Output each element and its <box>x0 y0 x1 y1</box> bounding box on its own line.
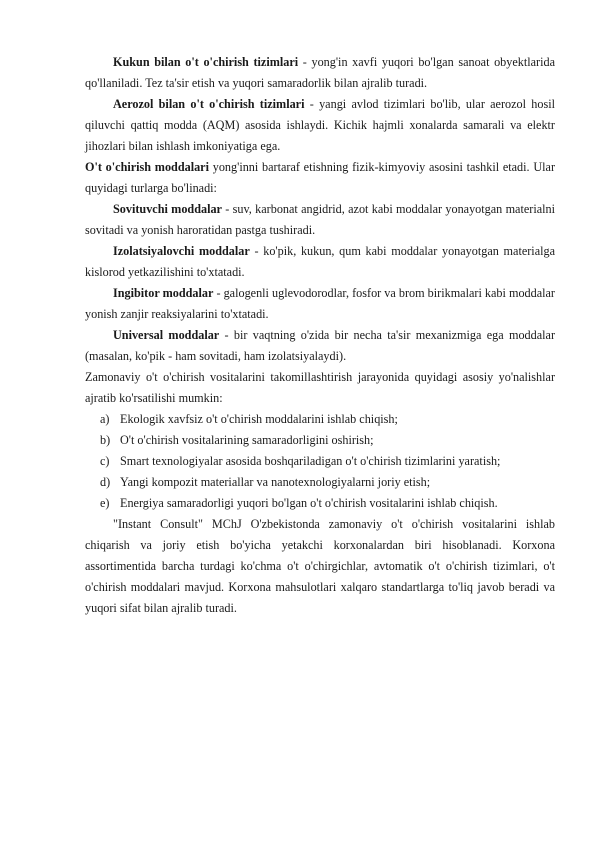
term-inhibitor-agents: Ingibitor moddalar <box>113 286 214 300</box>
term-aerosol-systems: Aerozol bilan o't o'chirish tizimlari <box>113 97 305 111</box>
list-marker: e) <box>100 496 110 510</box>
paragraph-universal-agents <box>85 325 555 367</box>
text-aerosol-systems: - yangi avlod tizimlari bo'lib, ular aerozol hosil qiluvchi qattiq modda (AQM) asosida ishlaydi. Kichik hajmli xonalarda samarali va elektr jihozlari bilan ishlash imkoniyatiga ega. <box>85 97 555 153</box>
text-inhibitor-agents: - galogenli uglevodorodlar, fosfor va brom birikmalari kabi moddalar yonish zanjir reaksiyalarini to'xtatadi. <box>85 286 555 321</box>
paragraph-powder-systems <box>85 52 555 94</box>
list-item <box>85 451 555 472</box>
text-extinguishing-agents: yong'inni bartaraf etishning fizik-kimyoviy asosini tashkil etadi. Ular quyidagi turlarga bo'linadi: <box>85 160 555 195</box>
list-item-text: Smart texnologiyalar asosida boshqariladigan o't o'chirish tizimlarini yaratish; <box>120 454 501 468</box>
list-item <box>85 493 555 514</box>
list-item-text: Yangi kompozit materiallar va nanotexnologiyalarni joriy etish; <box>120 475 431 489</box>
paragraph-inhibitor-agents <box>85 283 555 325</box>
paragraph-cooling-agents <box>85 199 555 241</box>
paragraph-intro: Zamonaviy o't o'chirish vositalarini takomillashtirish jarayonida quyidagi asosiy yo'nalishlar ajratib ko'rsatilishi mumkin: <box>85 370 555 405</box>
list-item-text: Energiya samaradorligi yuqori bo'lgan o't o'chirish vositalarini ishlab chiqish. <box>120 496 498 510</box>
paragraph-closing: "Instant Consult" MChJ O'zbekistonda zamonaviy o't o'chirish vositalarini ishlab chiqarish va joriy etish bo'yicha yetakchi korxonalardan biri hisoblanadi. Korxona assortimentida barcha turdagi ko'chma o't o'chirgichlar, avtomatik o't o'chirish tizimlari, o't o'chirish moddalari mavjud. Korxona mahsulotlari xalqaro standartlarga to'liq javob beradi va yuqori sifat bilan ajralib turadi. <box>85 517 555 615</box>
list-item <box>85 472 555 493</box>
text-universal-agents: - bir vaqtning o'zida bir necha ta'sir mexanizmiga ega moddalar (masalan, ko'pik - ham sovitadi, ham izolatsiyalaydi). <box>85 328 555 363</box>
text-cooling-agents: - suv, karbonat angidrid, azot kabi moddalar yonayotgan materialni sovitadi va yonish haroratidan pastga tushiradi. <box>85 202 555 237</box>
term-isolating-agents: Izolatsiyalovchi moddalar <box>113 244 250 258</box>
list-marker: c) <box>100 454 110 468</box>
text-powder-systems: - yong'in xavfi yuqori bo'lgan sanoat obyektlarida qo'llaniladi. Tez ta'sir etish va yuqori samaradorlik bilan ajralib turadi. <box>85 55 556 90</box>
paragraph-isolating-agents <box>85 241 555 283</box>
term-powder-systems: Kukun bilan o't o'chirish tizimlari <box>113 55 299 69</box>
term-cooling-agents: Sovituvchi moddalar <box>113 202 222 216</box>
list-marker: d) <box>100 475 111 489</box>
term-universal-agents: Universal moddalar <box>113 328 220 342</box>
list-item <box>85 409 555 430</box>
document-page <box>85 52 555 619</box>
paragraph-aerosol-systems <box>85 94 555 157</box>
list-item <box>85 430 555 451</box>
text-isolating-agents: - ko'pik, kukun, qum kabi moddalar yonayotgan materialga kislorod yetkazilishini to'xtatadi. <box>85 244 555 279</box>
list-item-text: Ekologik xavfsiz o't o'chirish moddalarini ishlab chiqish; <box>120 412 398 426</box>
paragraph-extinguishing-agents <box>85 157 555 199</box>
directions-list <box>85 409 555 514</box>
list-marker: b) <box>100 433 111 447</box>
list-marker: a) <box>100 412 110 426</box>
list-item-text: O't o'chirish vositalarining samaradorligini oshirish; <box>120 433 374 447</box>
term-extinguishing-agents: O't o'chirish moddalari <box>85 160 209 174</box>
